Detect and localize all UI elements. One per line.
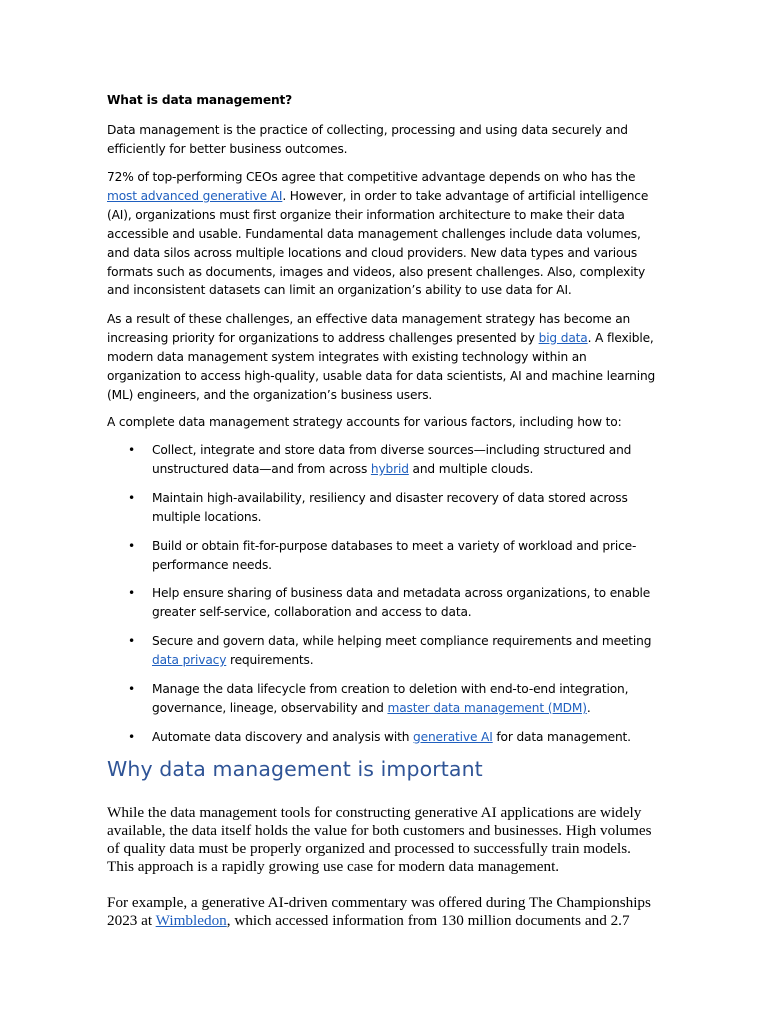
link-most-advanced-generative-ai[interactable]: most advanced generative AI [107, 188, 283, 203]
paragraph-ceo-stat [107, 168, 659, 300]
list-item-text: Build or obtain fit-for-purpose databases to meet a variety of workload and price-performance needs. [152, 538, 637, 572]
list-item-text: for data management. [492, 729, 631, 744]
link-wimbledon[interactable]: Wimbledon [155, 912, 227, 929]
list-item-text: Collect, integrate and store data from diverse sources—including structured and unstructured data—and from across [152, 443, 632, 476]
bullet-icon: • [128, 682, 136, 697]
list-item-text: Automate data discovery and analysis with [152, 729, 414, 744]
list-item-text: requirements. [226, 653, 314, 668]
list-item-text: Help ensure sharing of business data and metadata across organizations, to enable greater self-service, collaboration and access to data. [152, 586, 651, 620]
paragraph-text: , which accessed information from 130 million documents and 2.7 [226, 912, 630, 929]
paragraph-text: As a result of these challenges, an effective data management strategy has become an increasing priority for organizations to address challenges presented by [107, 312, 631, 345]
bullet-icon: • [128, 490, 136, 505]
list-item [107, 441, 659, 479]
list-item-text: Manage the data lifecycle from creation to deletion with end-to-end integration, governance, lineage, observability and [152, 682, 629, 715]
strategy-bullet-list [107, 441, 659, 757]
bullet-icon: • [128, 586, 136, 601]
list-item-text: and multiple clouds. [408, 461, 534, 476]
paragraph-wimbledon-example [107, 894, 659, 930]
list-item [107, 537, 659, 575]
section-heading: What is data management? [107, 93, 293, 107]
bullet-icon: • [128, 634, 136, 649]
list-item [107, 584, 659, 622]
link-big-data[interactable]: big data [538, 330, 588, 345]
bullet-icon: • [128, 538, 136, 553]
list-item-text: Secure and govern data, while helping meet compliance requirements and meeting [152, 634, 652, 649]
link-data-privacy[interactable]: data privacy [152, 653, 227, 668]
paragraph-definition: Data management is the practice of collecting, processing and using data securely and efficiently for better business outcomes. [107, 123, 628, 156]
list-item [107, 489, 659, 527]
link-master-data-management[interactable]: master data management (MDM) [387, 700, 587, 715]
paragraph-strategy-intro: A complete data management strategy accounts for various factors, including how to: [107, 415, 622, 429]
list-item [107, 680, 659, 718]
paragraph-text: 72% of top-performing CEOs agree that competitive advantage depends on who has the [107, 170, 636, 184]
bullet-icon: • [128, 443, 136, 457]
link-generative-ai[interactable]: generative AI [413, 729, 493, 744]
paragraph-challenges [107, 310, 659, 405]
link-hybrid[interactable]: hybrid [370, 461, 409, 476]
paragraph-text: . However, in order to take advantage of artificial intelligence (AI), organizations must first organize their information architecture to make their data accessible and usable. Fundamental data management challenges include data volumes, and data silos across multiple locations and cloud providers. New data types and various formats such as documents, images and videos, also present challenges. Also, complexity and inconsistent datasets can limit an organization’s ability to use data for AI. [107, 188, 649, 298]
paragraph-text: For example, a generative AI-driven commentary was offered during The Championships 2023 at [107, 894, 651, 929]
paragraph-importance: While the data management tools for constructing generative AI applications are widely available, the data itself holds the value for both customers and businesses. High volumes of quality data must be properly organized and processed to successfully train models. This approach is a rapidly growing use case for modern data management. [107, 804, 652, 875]
bullet-icon: • [128, 729, 136, 744]
list-item [107, 632, 659, 670]
list-item-text: Maintain high-availability, resiliency and disaster recovery of data stored across multiple locations. [152, 490, 628, 524]
list-item-text: . [586, 700, 591, 715]
list-item [107, 728, 659, 747]
paragraph-text: . A flexible, modern data management system integrates with existing technology within an organization to access high-quality, usable data for data scientists, AI and machine learning (ML) engineers, and the organization’s business users. [107, 330, 656, 402]
section-heading-why-important: Why data management is important [107, 757, 483, 781]
